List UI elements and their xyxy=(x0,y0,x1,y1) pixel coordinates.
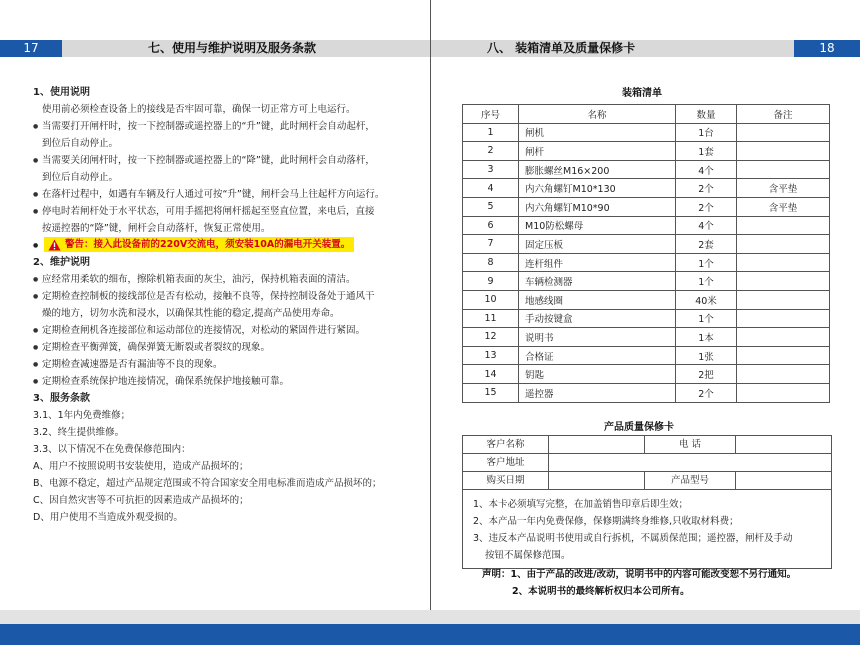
item-name: 闸机 xyxy=(519,123,676,142)
service-line: B、电源不稳定，超过产品规定范围或不符合国家安全用电标准而造成产品损坏的； xyxy=(33,478,382,489)
warranty-note: 2、本产品一年内免费保修，保修期满终身维修,只收取材料费； xyxy=(473,516,739,527)
maintenance-bullet: ● 定期检查闸机各连接部位和运动部位的连接情况，对松动的紧固件进行紧固。 xyxy=(33,322,413,339)
footer-blue-band xyxy=(0,624,860,645)
item-note: 含平垫 xyxy=(737,179,830,198)
item-name: 钥匙 xyxy=(519,365,676,384)
right-page-title: 八、 装箱清单及质量保修卡 xyxy=(487,41,636,55)
item-name: 说明书 xyxy=(519,328,676,347)
usage-bullet-cont: 到位后自动停止。 xyxy=(42,138,119,149)
warranty-note: 1、本卡必须填写完整，在加盖销售印章后即生效； xyxy=(473,499,689,510)
purchase-date-value xyxy=(549,472,645,489)
warranty-title: 产品质量保修卡 xyxy=(604,422,674,433)
service-line: 3.1、1年内免费维修； xyxy=(33,410,131,421)
warning-box xyxy=(44,237,354,252)
item-note xyxy=(737,272,830,291)
item-note xyxy=(737,309,830,328)
table-row xyxy=(463,253,830,272)
table-row xyxy=(463,309,830,328)
row-number: 7 xyxy=(463,235,519,254)
left-page-title: 七、使用与维护说明及服务条款 xyxy=(148,41,317,55)
warranty-notes xyxy=(463,490,831,568)
col-header-qty: 数量 xyxy=(676,105,737,124)
item-name: 内六角螺钉M10*130 xyxy=(519,179,676,198)
row-number: 12 xyxy=(463,328,519,347)
item-quantity: 1个 xyxy=(676,253,737,272)
item-name: 遥控器 xyxy=(519,383,676,402)
maintenance-bullet: ● 应经常用柔软的细布，擦除机箱表面的灰尘，油污，保持机箱表面的清洁。 xyxy=(33,271,413,288)
service-title: 3、服务条款 xyxy=(33,393,90,404)
item-note xyxy=(737,216,830,235)
item-name: 车辆检测器 xyxy=(519,272,676,291)
item-quantity: 1套 xyxy=(676,142,737,161)
warranty-row-name xyxy=(463,436,831,454)
maintenance-title: 2、维护说明 xyxy=(33,257,90,268)
item-quantity: 4个 xyxy=(676,216,737,235)
purchase-date-label: 购买日期 xyxy=(463,472,549,489)
row-number: 6 xyxy=(463,216,519,235)
packing-list-title: 装箱清单 xyxy=(622,88,662,99)
item-quantity: 4个 xyxy=(676,160,737,179)
customer-address-value xyxy=(549,454,831,471)
service-line: A、用户不按照说明书安装使用，造成产品损坏的； xyxy=(33,461,249,472)
item-note xyxy=(737,142,830,161)
footer-bar xyxy=(0,610,860,624)
table-row xyxy=(463,328,830,347)
item-quantity: 1个 xyxy=(676,272,737,291)
item-name: 固定压板 xyxy=(519,235,676,254)
warning-triangle-icon xyxy=(48,239,61,251)
row-number: 2 xyxy=(463,142,519,161)
maintenance-bullet: ● 定期检查控制板的接线部位是否有松动，接触不良等，保持控制设备处于通风干 xyxy=(33,288,413,305)
usage-bullet: ● 当需要打开闸杆时，按一下控制器或遥控器上的“升”键，此时闸杆会自动起杆， xyxy=(33,118,413,135)
item-note: 含平垫 xyxy=(737,197,830,216)
usage-bullet: ● 当需要关闭闸杆时，按一下控制器或遥控器上的“降”键，此时闸杆会自动落杆， xyxy=(33,152,413,169)
row-number: 10 xyxy=(463,290,519,309)
page-divider xyxy=(430,0,431,645)
item-note xyxy=(737,160,830,179)
item-name: 合格证 xyxy=(519,346,676,365)
table-row xyxy=(463,216,830,235)
row-number: 8 xyxy=(463,253,519,272)
packing-header-row xyxy=(463,105,830,124)
usage-bullet-cont: 按遥控器的“降”键，闸杆会自动落杆，恢复正常使用。 xyxy=(42,223,271,234)
item-name: 连杆组件 xyxy=(519,253,676,272)
warranty-note: 3、违反本产品说明书使用或自行拆机，不属质保范围；遥控器，闸杆及手动 xyxy=(473,533,793,544)
item-quantity: 1台 xyxy=(676,123,737,142)
packing-table xyxy=(462,104,830,403)
warranty-note: 按钮不属保修范围。 xyxy=(485,550,571,561)
table-row xyxy=(463,365,830,384)
item-quantity: 1张 xyxy=(676,346,737,365)
warranty-card xyxy=(462,435,832,569)
item-name: 手动按键盒 xyxy=(519,309,676,328)
warning-row xyxy=(33,237,413,254)
usage-title: 1、使用说明 xyxy=(33,87,90,98)
table-row xyxy=(463,160,830,179)
row-number: 3 xyxy=(463,160,519,179)
item-note xyxy=(737,328,830,347)
col-header-name: 名称 xyxy=(519,105,676,124)
item-name: 地感线圈 xyxy=(519,290,676,309)
item-quantity: 2把 xyxy=(676,365,737,384)
item-quantity: 40米 xyxy=(676,290,737,309)
table-row xyxy=(463,179,830,198)
usage-bullet: ● 在落杆过程中，如遇有车辆及行人通过可按“升”键，闸杆会马上往起杆方向运行。 xyxy=(33,186,413,203)
usage-bullet: ● 停电时若闸杆处于水平状态，可用手摇把将闸杆摇起至竖直位置，来电后，直接 xyxy=(33,203,413,220)
table-row xyxy=(463,142,830,161)
table-row xyxy=(463,197,830,216)
item-quantity: 1本 xyxy=(676,328,737,347)
col-header-no: 序号 xyxy=(463,105,519,124)
service-line: C、因自然灾害等不可抗拒的因素造成产品损坏的； xyxy=(33,495,249,506)
table-row xyxy=(463,235,830,254)
service-line: 3.2、终生提供维修。 xyxy=(33,427,125,438)
declaration-line-2: 2、本说明书的最终解析权归本公司所有。 xyxy=(512,586,690,597)
model-label: 产品型号 xyxy=(645,472,736,489)
item-name: 闸杆 xyxy=(519,142,676,161)
maintenance-bullet-cont: 燥的地方，切勿水洗和浸水，以确保其性能的稳定,提高产品使用寿命。 xyxy=(42,308,340,319)
item-quantity: 2套 xyxy=(676,235,737,254)
maintenance-bullet: ● 定期检查系统保护地连接情况，确保系统保护地接触可靠。 xyxy=(33,373,413,390)
col-header-note: 备注 xyxy=(737,105,830,124)
item-quantity: 2个 xyxy=(676,383,737,402)
item-name: 膨胀螺丝M16×200 xyxy=(519,160,676,179)
usage-bullet-cont: 到位后自动停止。 xyxy=(42,172,119,183)
table-row xyxy=(463,123,830,142)
row-number: 14 xyxy=(463,365,519,384)
item-note xyxy=(737,123,830,142)
warranty-row-date xyxy=(463,472,831,490)
table-row xyxy=(463,346,830,365)
row-number: 1 xyxy=(463,123,519,142)
warranty-row-address xyxy=(463,454,831,472)
customer-name-value xyxy=(549,436,645,453)
row-number: 13 xyxy=(463,346,519,365)
table-row xyxy=(463,272,830,291)
maintenance-bullet: ● 定期检查减速器是否有漏油等不良的现象。 xyxy=(33,356,413,373)
model-value xyxy=(736,472,831,489)
row-number: 5 xyxy=(463,197,519,216)
item-quantity: 2个 xyxy=(676,179,737,198)
service-line: 3.3、以下情况不在免费保修范围内： xyxy=(33,444,191,455)
customer-name-label: 客户名称 xyxy=(463,436,549,453)
usage-intro: 使用前必须检查设备上的接线是否牢固可靠，确保一切正常方可上电运行。 xyxy=(42,104,356,115)
item-name: 内六角螺钉M10*90 xyxy=(519,197,676,216)
maintenance-bullet: ● 定期检查平衡弹簧，确保弹簧无断裂或者裂纹的现象。 xyxy=(33,339,413,356)
row-number: 11 xyxy=(463,309,519,328)
left-page-content xyxy=(33,84,413,526)
row-number: 4 xyxy=(463,179,519,198)
item-note xyxy=(737,253,830,272)
item-note xyxy=(737,290,830,309)
item-name: M10防松螺母 xyxy=(519,216,676,235)
right-page-number: 18 xyxy=(794,40,860,57)
left-page-number: 17 xyxy=(0,40,62,57)
phone-label: 电 话 xyxy=(645,436,736,453)
item-note xyxy=(737,383,830,402)
row-number: 9 xyxy=(463,272,519,291)
item-quantity: 2个 xyxy=(676,197,737,216)
declaration-line-1: 声明：1、由于产品的改进/改动，说明书中的内容可能改变恕不另行通知。 xyxy=(482,569,797,580)
customer-address-label: 客户地址 xyxy=(463,454,549,471)
item-note xyxy=(737,365,830,384)
phone-value xyxy=(736,436,831,453)
table-row xyxy=(463,290,830,309)
item-note xyxy=(737,346,830,365)
bullet-dot-icon: ● xyxy=(33,242,39,249)
declaration xyxy=(482,566,796,600)
row-number: 15 xyxy=(463,383,519,402)
item-note xyxy=(737,235,830,254)
service-line: D、用户使用不当造成外观受损的。 xyxy=(33,512,183,523)
item-quantity: 1个 xyxy=(676,309,737,328)
table-row xyxy=(463,383,830,402)
warning-text: 警告：接入此设备前的220V交流电，须安装10A的漏电开关装置。 xyxy=(65,239,351,250)
